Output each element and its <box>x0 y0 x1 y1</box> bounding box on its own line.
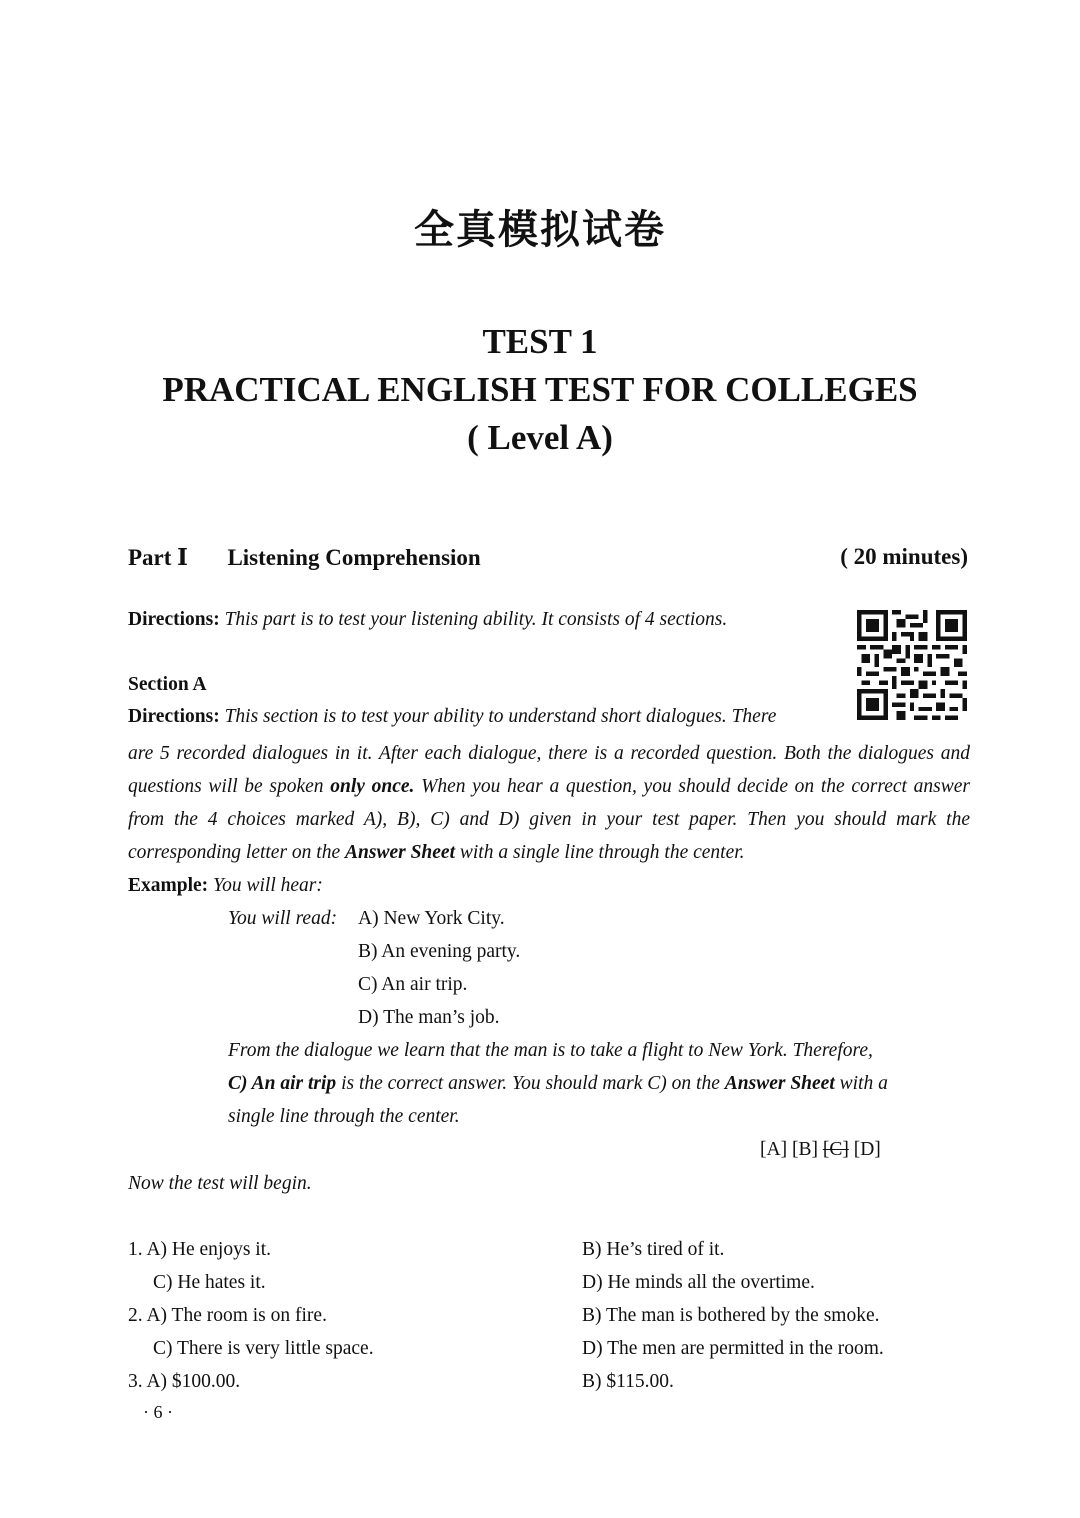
question-2-option-b: B) The man is bothered by the smoke. <box>582 1305 880 1326</box>
directions-text: This part is to test your listening ability. It consists of 4 sections. <box>224 609 728 630</box>
example-heading <box>128 869 323 902</box>
question-number: 2. <box>128 1305 143 1326</box>
example-will-read: You will read: <box>228 908 338 929</box>
question-3 <box>128 1365 240 1398</box>
example-option-a: A) New York City. <box>358 908 505 929</box>
section-a-text-part1: are 5 recorded dialogues in it. After each dialogue, there is a recorded question. Both the dialogues and questions will be spoken <box>128 743 970 797</box>
example-explanation-line3: single line through the center. <box>228 1106 460 1127</box>
question-1-option-c: C) He hates it. <box>153 1272 266 1293</box>
question-2 <box>128 1299 327 1332</box>
example-explanation-part2: is the correct answer. You should mark C) on the <box>336 1073 725 1094</box>
question-number: 3. <box>128 1371 143 1392</box>
section-a-directions-label: Directions: <box>128 706 220 727</box>
test-number: TEST 1 <box>482 322 598 361</box>
example-explanation-part3: with a <box>834 1073 888 1094</box>
part-label: Part Ⅰ <box>128 545 188 570</box>
question-number: 1. <box>128 1239 143 1260</box>
example-emphasis-answer-sheet: Answer Sheet <box>724 1073 835 1094</box>
example-will-hear: You will hear: <box>213 875 323 896</box>
question-1-option-b: B) He’s tired of it. <box>582 1239 725 1260</box>
mark-a: [A] <box>760 1139 788 1160</box>
question-3-option-b: B) $115.00. <box>582 1371 674 1392</box>
main-directions <box>128 603 727 636</box>
example-label: Example: <box>128 875 209 896</box>
mark-b: [B] <box>791 1139 818 1160</box>
section-a-directions-first-line <box>128 700 776 733</box>
section-a-emphasis-only-once: only once. <box>330 776 415 797</box>
qr-code-image <box>857 610 967 720</box>
section-a-text-part3: with a single line through the center. <box>454 842 745 863</box>
section-a-title: Section A <box>128 674 207 695</box>
part-name: Listening Comprehension <box>227 545 481 570</box>
example-option-c: C) An air trip. <box>358 974 468 995</box>
section-a-directions-line1: This section is to test your ability to understand short dialogues. There <box>224 706 777 727</box>
example-emphasis-answer: C) An air trip <box>228 1073 337 1094</box>
question-1-option-a: A) He enjoys it. <box>146 1239 271 1260</box>
example-option-d: D) The man’s job. <box>358 1007 500 1028</box>
section-a-directions-body <box>128 737 970 869</box>
question-3-option-a: A) $100.00. <box>146 1371 241 1392</box>
example-option-b: B) An evening party. <box>358 941 521 962</box>
section-a-text-part2: When you hear a question, you should decide on the correct answer from the 4 choices marked A), B), C) and D) given in your test paper. Then you should mark the corresponding letter on the <box>128 776 970 863</box>
question-2-option-a: A) The room is on fire. <box>146 1305 327 1326</box>
directions-label: Directions: <box>128 609 220 630</box>
mark-c-struck: [C] <box>822 1139 849 1160</box>
question-1-option-d: D) He minds all the overtime. <box>582 1272 815 1293</box>
chinese-title: 全真模拟试卷 <box>414 207 666 253</box>
page-number: · 6 · <box>143 1402 173 1422</box>
question-2-option-c: C) There is very little space. <box>153 1338 374 1359</box>
question-1 <box>128 1233 271 1266</box>
section-a-emphasis-answer-sheet: Answer Sheet <box>345 842 455 863</box>
example-explanation-line1: From the dialogue we learn that the man is to take a flight to New York. Therefore, <box>228 1040 873 1061</box>
test-name: PRACTICAL ENGLISH TEST FOR COLLEGES <box>162 370 918 409</box>
example-explanation-line2 <box>228 1067 888 1100</box>
test-level: ( Level A) <box>467 418 613 457</box>
example-answer-marks <box>760 1139 881 1161</box>
mark-d: [D] <box>853 1139 881 1160</box>
begin-text: Now the test will begin. <box>128 1173 312 1194</box>
question-2-option-d: D) The men are permitted in the room. <box>582 1338 884 1359</box>
part-time: ( 20 minutes) <box>840 544 968 569</box>
part-heading <box>128 544 968 571</box>
